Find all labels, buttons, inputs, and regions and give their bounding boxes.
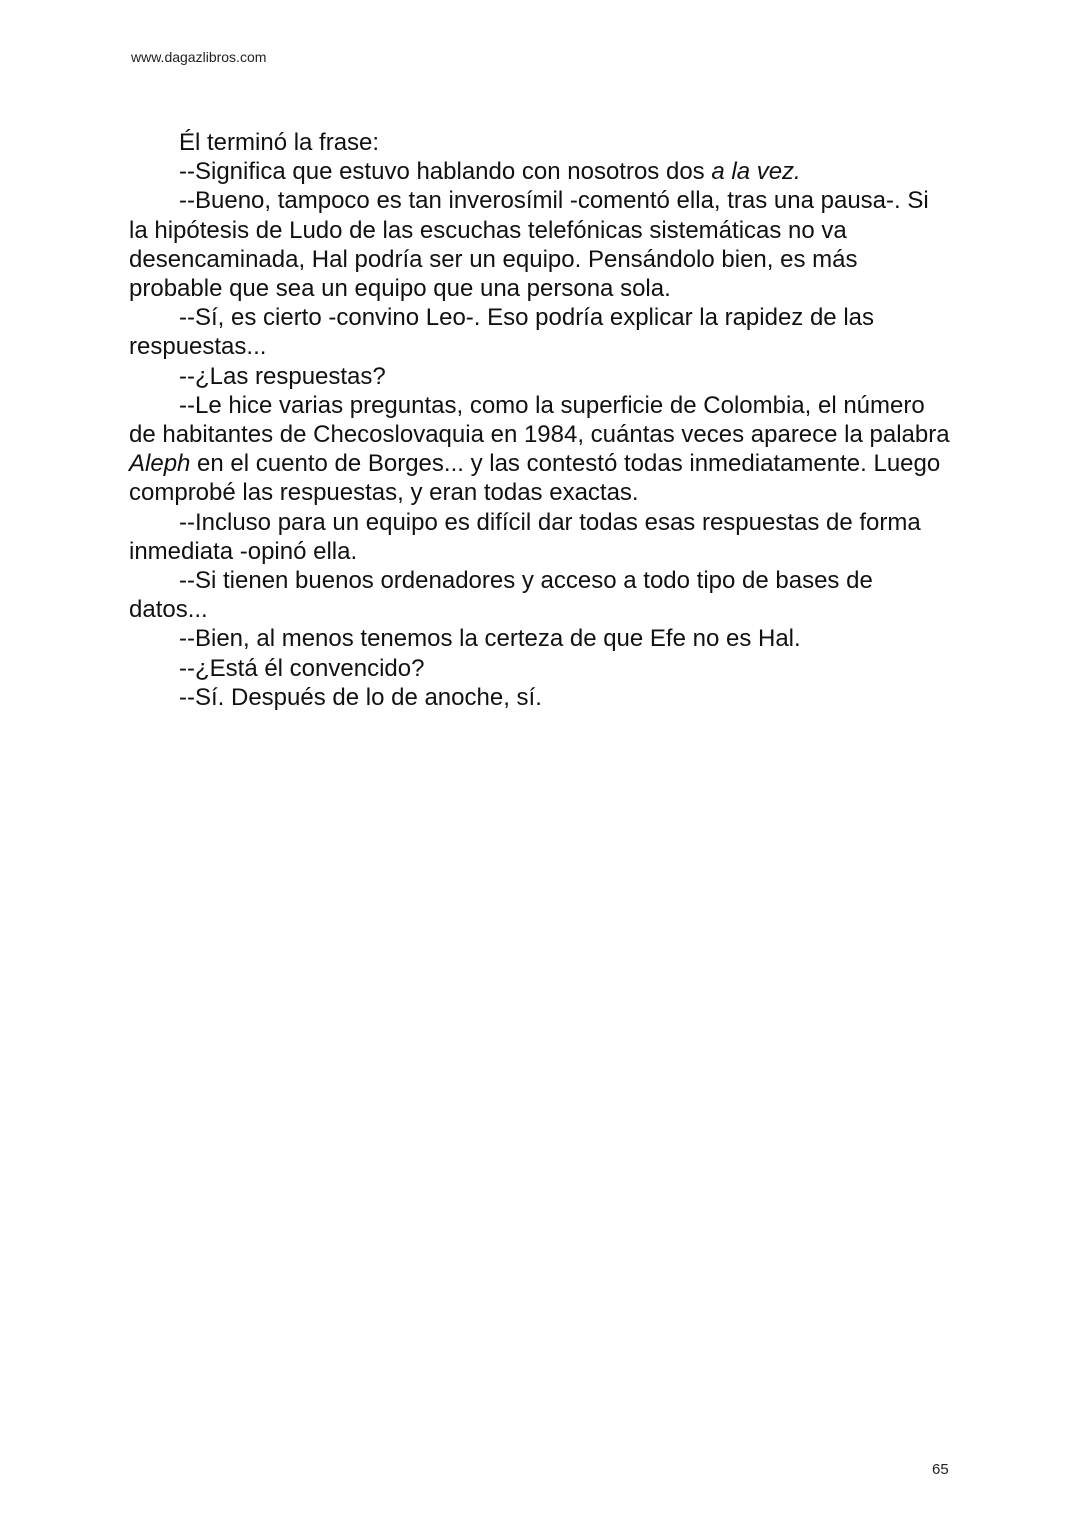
header-url: www.dagazlibros.com bbox=[131, 49, 267, 65]
paragraph: Él terminó la frase: bbox=[179, 129, 380, 156]
italic-text: a la vez. bbox=[711, 158, 801, 186]
paragraph-text: en el cuento de Borges... y las contestó todas inmediatamente. Luego comprobé las respuestas, y eran todas exactas. bbox=[129, 450, 941, 507]
paragraph: --Bien, al menos tenemos la certeza de que Efe no es Hal. bbox=[179, 625, 801, 653]
page-number: 65 bbox=[932, 1461, 949, 1478]
paragraph: --¿Está él convencido? bbox=[179, 654, 425, 682]
paragraph: --¿Las respuestas? bbox=[179, 362, 386, 390]
paragraph: --Sí. Después de lo de anoche, sí. bbox=[179, 683, 542, 711]
paragraph bbox=[129, 157, 951, 186]
italic-text: Aleph bbox=[129, 450, 191, 478]
paragraph: --Si tienen buenos ordenadores y acceso a todo tipo de bases de datos... bbox=[129, 567, 873, 624]
paragraph-text: --Le hice varias preguntas, como la superficie de Colombia, el número de habitantes de Checoslovaquia en 1984, cuántas veces aparece la palabra bbox=[129, 391, 950, 449]
paragraph: --Incluso para un equipo es difícil dar todas esas respuestas de forma inmediata -opinó ella. bbox=[129, 508, 921, 565]
paragraph-text: --Significa que estuvo hablando con nosotros dos bbox=[179, 158, 712, 186]
body-text bbox=[129, 128, 951, 712]
paragraph: --Sí, es cierto -convino Leo-. Eso podría explicar la rapidez de las respuestas... bbox=[129, 304, 875, 361]
paragraph bbox=[129, 391, 951, 508]
paragraph: --Bueno, tampoco es tan inverosímil -comentó ella, tras una pausa-. Si la hipótesis de Ludo de las escuchas telefónicas sistemáticas no va desencaminada, Hal podría ser un equipo. Pensándolo bien, es más probable que sea un equipo que una persona sola. bbox=[129, 187, 929, 303]
